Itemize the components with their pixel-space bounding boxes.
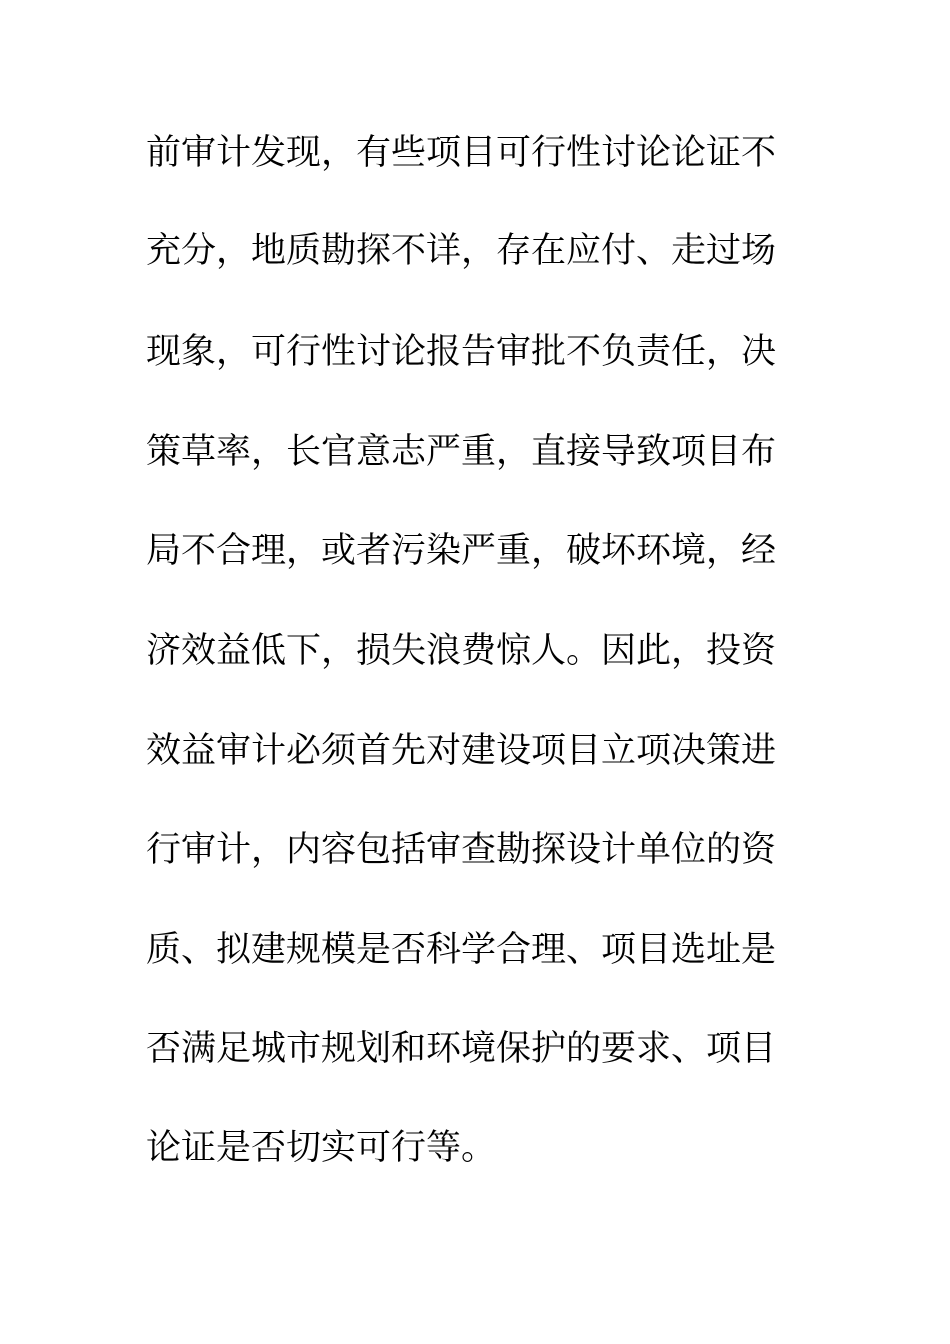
paragraph-line-2: 充分，地质勘探不详，存在应付、走过场	[146, 231, 777, 271]
paragraph-line-1: 前审计发现，有些项目可行性讨论论证不	[146, 133, 777, 173]
paragraph-line-4: 策草率，长官意志严重，直接导致项目布	[146, 432, 777, 472]
paragraph-line-10: 否满足城市规划和环境保护的要求、项目	[146, 1029, 777, 1069]
paragraph-line-9: 质、拟建规模是否科学合理、项目选址是	[146, 930, 777, 970]
paragraph-line-3: 现象，可行性讨论报告审批不负责任，决	[146, 332, 777, 372]
paragraph-line-8: 行审计，内容包括审查勘探设计单位的资	[146, 830, 777, 870]
paragraph-line-6: 济效益低下，损失浪费惊人。因此，投资	[146, 631, 777, 671]
paragraph-line-5: 局不合理，或者污染严重，破坏环境，经	[146, 531, 777, 571]
paragraph-line-7: 效益审计必须首先对建设项目立项决策进	[146, 731, 777, 771]
paragraph-line-11: 论证是否切实可行等。	[146, 1128, 497, 1168]
